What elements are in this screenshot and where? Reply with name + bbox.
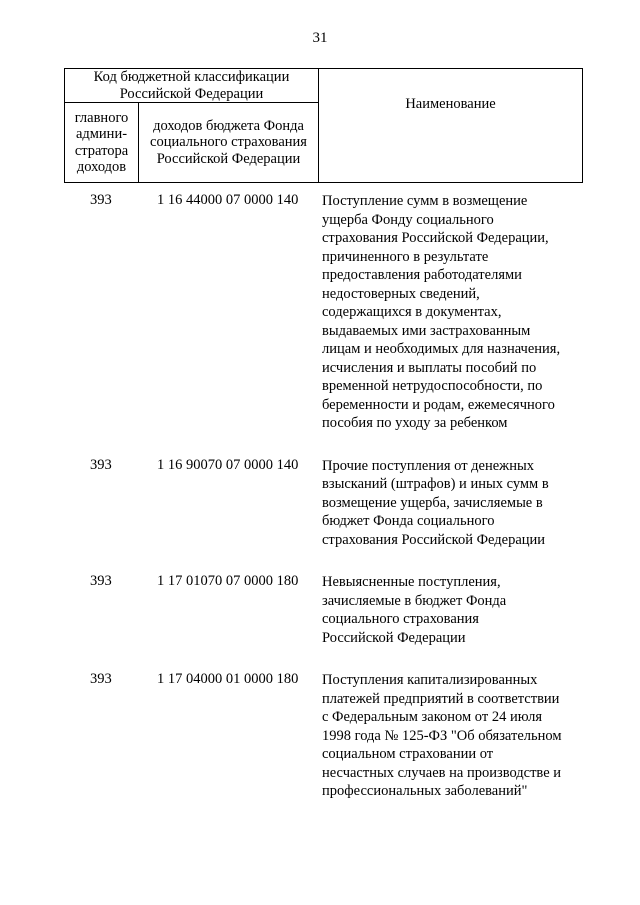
header-line: социального страхования [150, 134, 307, 151]
header-line: Российской Федерации [119, 85, 264, 102]
admin-code: 393 [90, 192, 112, 208]
income-name [322, 192, 583, 433]
name-line: ущерба Фонду социального [322, 211, 494, 228]
name-line: платежей предприятий в соответствии [322, 690, 560, 707]
name-line: социальном страховании от [322, 746, 494, 762]
income-name [322, 457, 583, 550]
name-line: причиненного в результате [322, 248, 489, 265]
header-line: главного [74, 109, 129, 126]
classification-rows [64, 192, 583, 825]
header-line: админи- [75, 126, 128, 142]
name-line: профессиональных заболеваний" [322, 783, 528, 799]
name-line: с Федеральным законом от 24 июля [322, 709, 543, 725]
name-column-header [319, 69, 583, 183]
income-name [322, 573, 583, 647]
table-row [64, 457, 583, 550]
table-row [64, 671, 583, 801]
admin-code: 393 [90, 671, 112, 687]
admin-code: 393 [90, 456, 112, 473]
budget-code: 1 16 90070 07 0000 140 [157, 456, 299, 473]
name-line: пособия по уходу за ребенком [322, 415, 508, 431]
header-line: стратора [74, 142, 129, 159]
budget-classification-code-header [65, 69, 319, 103]
name-line: Прочие поступления от денежных [322, 457, 534, 474]
name-line: несчастных случаев на производстве и [322, 764, 562, 781]
name-line: Невыясненные поступления, [322, 574, 501, 590]
name-line: недостоверных сведений, [322, 285, 480, 302]
name-line: выдаваемых ими застрахованным [322, 322, 531, 339]
name-line: зачисляемые в бюджет Фонда [322, 592, 507, 609]
name-line: страхования Российской Федерации, [322, 230, 549, 246]
name-line: исчисления и выплаты пособий по [322, 359, 537, 376]
name-line: социального страхования [322, 611, 479, 627]
page-number: 31 [312, 30, 328, 46]
chief-administrator-header [65, 103, 139, 183]
name-line: 1998 года № 125-ФЗ "Об обязательном [322, 727, 562, 744]
name-line: взысканий (штрафов) и иных сумм в [322, 476, 549, 492]
table-row [64, 573, 583, 647]
name-line: Поступление сумм в возмещение [322, 193, 528, 209]
budget-code: 1 17 04000 01 0000 180 [157, 671, 299, 687]
name-line: предоставления работодателями [322, 267, 522, 283]
name-line: беременности и родам, ежемесячного [322, 396, 555, 413]
name-line: Российской Федерации [322, 629, 466, 646]
header-line: Код бюджетной классификации [93, 69, 290, 85]
budget-code: 1 16 44000 07 0000 140 [157, 192, 299, 208]
name-line: Поступления капитализированных [322, 672, 538, 688]
budget-code: 1 17 01070 07 0000 180 [157, 573, 299, 589]
header-line: доходов бюджета Фонда [153, 117, 304, 134]
name-header-label: Наименование [405, 95, 496, 112]
fund-income-header [139, 103, 319, 183]
name-line: лицам и необходимых для назначения, [322, 341, 561, 357]
table-row [64, 192, 583, 433]
name-line: содержащихся в документах, [322, 304, 502, 320]
classification-header-table [64, 68, 583, 183]
name-line: страхования Российской Федерации [322, 531, 546, 548]
name-line: бюджет Фонда социального [322, 513, 495, 529]
name-line: возмещение ущерба, зачисляемые в [322, 494, 543, 511]
name-line: временной нетрудоспособности, по [322, 378, 543, 394]
header-line: Российской Федерации [156, 150, 301, 167]
header-line: доходов [76, 159, 127, 175]
admin-code: 393 [90, 573, 112, 589]
income-name [322, 671, 583, 801]
